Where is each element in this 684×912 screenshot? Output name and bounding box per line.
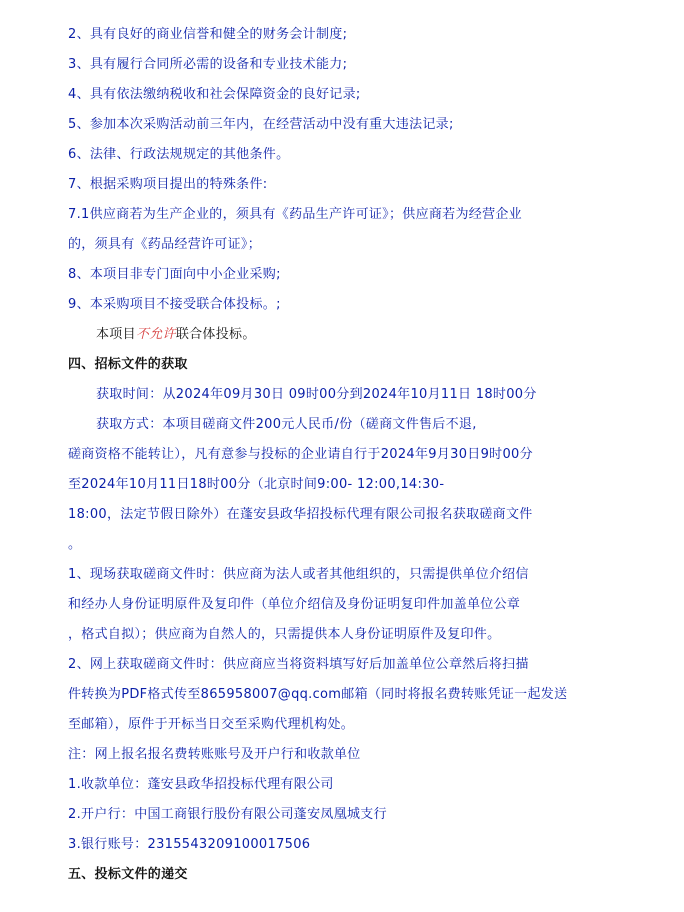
section-5-heading: 五、投标文件的递交 bbox=[68, 867, 188, 882]
qualification-5: 5、参加本次采购活动前三年内，在经营活动中没有重大违法记录; bbox=[68, 117, 454, 132]
qualification-2: 2、具有良好的商业信誉和健全的财务会计制度; bbox=[68, 27, 348, 42]
qualification-9: 9、本采购项目不接受联合体投标。; bbox=[68, 297, 281, 312]
opening-bank: 2.开户行：中国工商银行股份有限公司蓬安凤凰城支行 bbox=[68, 807, 387, 822]
payment-note: 注：网上报名报名费转账账号及开户行和收款单位 bbox=[68, 747, 361, 762]
acquisition-method-line3: 至2024年10月11日18时00分（北京时间9:00- 12:00,14:30- bbox=[68, 477, 445, 492]
acquisition-method-line1: 获取方式：本项目磋商文件200元人民币/份（磋商文件售后不退, bbox=[96, 417, 477, 432]
qualification-8: 8、本项目非专门面向中小企业采购; bbox=[68, 267, 281, 282]
qualification-7: 7、根据采购项目提出的特殊条件: bbox=[68, 177, 268, 192]
acquisition-method-line5: 。 bbox=[68, 537, 82, 552]
online-line2: 件转换为PDF格式传至865958007@qq.com邮箱（同时将报名费转账凭证一起发送 bbox=[68, 687, 568, 702]
joint-bid-statement bbox=[96, 326, 256, 344]
onsite-line2: 和经办人身份证明原件及复印件（单位介绍信及身份证明复印件加盖单位公章 bbox=[68, 597, 521, 612]
qualification-7-1-line2: 的，须具有《药品经营许可证》； bbox=[68, 237, 262, 252]
qualification-6: 6、法律、行政法规规定的其他条件。 bbox=[68, 147, 290, 162]
section-4-heading: 四、招标文件的获取 bbox=[68, 357, 188, 372]
joint-highlight: 不允许 bbox=[135, 327, 176, 342]
bank-account: 3.银行账号：2315543209100017506 bbox=[68, 837, 311, 852]
payee-unit: 1.收款单位：蓬安县政华招投标代理有限公司 bbox=[68, 777, 334, 792]
acquisition-method-line4: 18:00，法定节假日除外）在蓬安县政华招投标代理有限公司报名获取磋商文件 bbox=[68, 507, 533, 522]
acquisition-time: 获取时间：从2024年09月30日 09时00分到2024年10月11日 18时00分 bbox=[96, 387, 537, 402]
online-line1: 2、网上获取磋商文件时：供应商应当将资料填写好后加盖单位公章然后将扫描 bbox=[68, 657, 529, 672]
online-line3: 至邮箱），原件于开标当日交至采购代理机构处。 bbox=[68, 717, 355, 732]
qualification-3: 3、具有履行合同所必需的设备和专业技术能力; bbox=[68, 57, 348, 72]
joint-prefix: 本项目 bbox=[96, 327, 136, 342]
acquisition-method-line2: 磋商资格不能转让），凡有意参与投标的企业请自行于2024年9月30日9时00分 bbox=[68, 447, 533, 462]
joint-suffix: 联合体投标。 bbox=[175, 327, 256, 342]
onsite-line1: 1、现场获取磋商文件时：供应商为法人或者其他组织的，只需提供单位介绍信 bbox=[68, 567, 529, 582]
qualification-4: 4、具有依法缴纳税收和社会保障资金的良好记录; bbox=[68, 87, 361, 102]
onsite-line3: ，格式自拟）；供应商为自然人的，只需提供本人身份证明原件及复印件。 bbox=[68, 627, 501, 642]
qualification-7-1-line1: 7.1供应商若为生产企业的，须具有《药品生产许可证》；供应商若为经营企业 bbox=[68, 207, 522, 222]
